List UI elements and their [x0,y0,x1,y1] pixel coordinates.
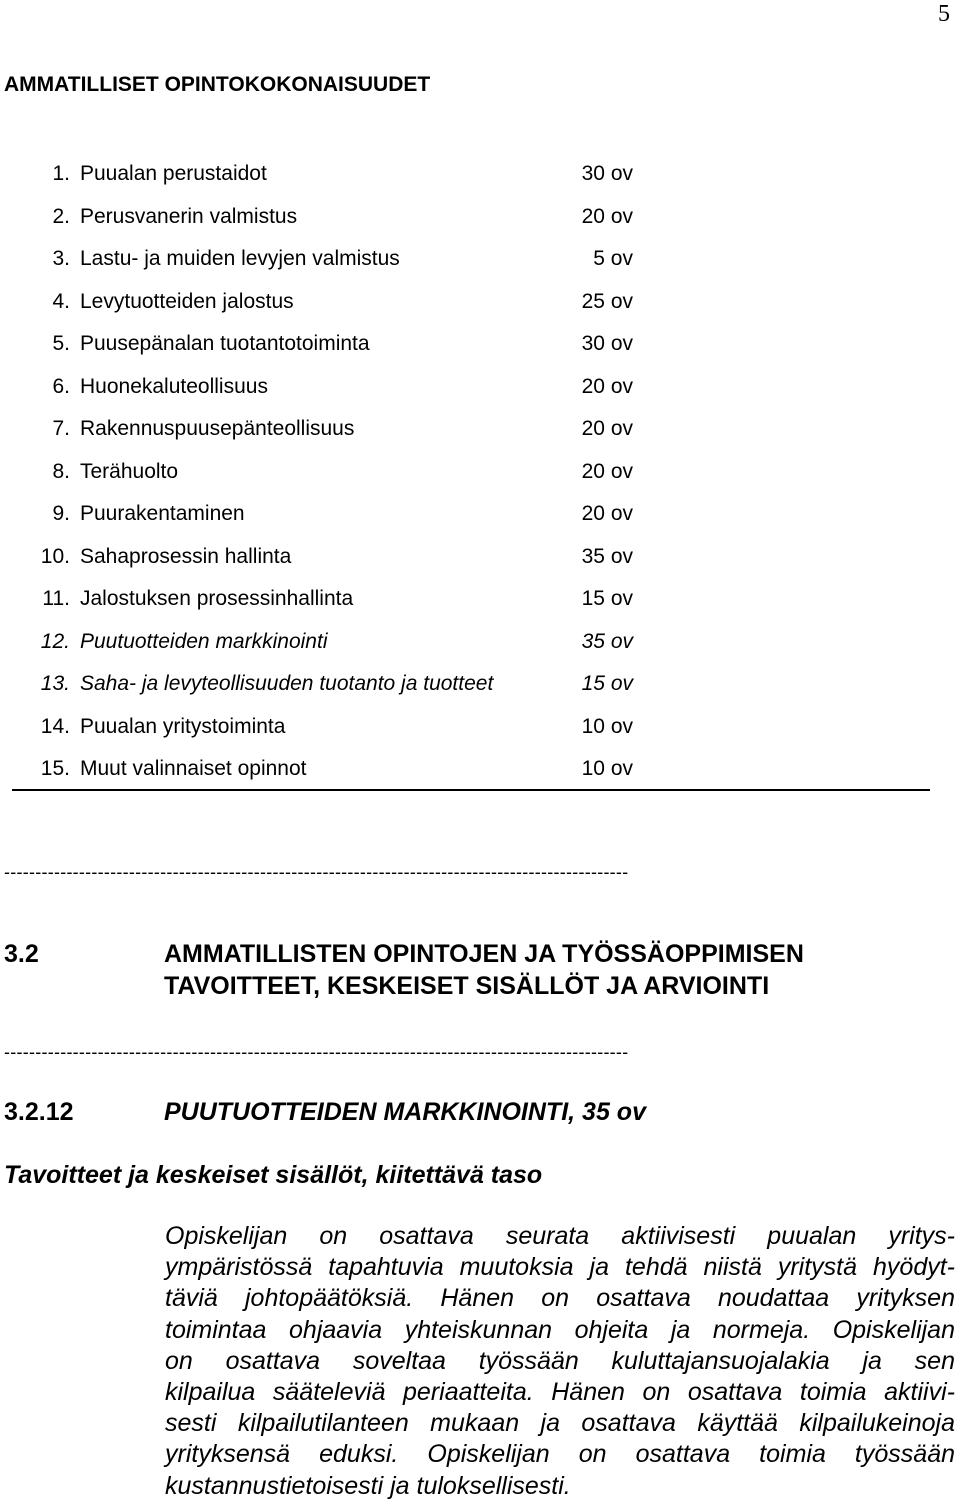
course-name: Puualan yritystoiminta [80,714,286,738]
course-row [12,196,930,239]
separator-line-2: ---------------------------------------------------------------------------------------------------- [4,1042,629,1062]
course-num: 5. [52,332,70,355]
course-num: 9. [52,502,70,525]
course-row [12,748,930,791]
course-credits: 25 ov [581,289,633,313]
course-credits: 20 ov [581,204,633,228]
course-row [12,366,930,409]
course-row [12,663,930,706]
course-row [12,706,930,749]
course-credits: 10 ov [581,757,633,780]
body-line: kustannustietoisesti ja tuloksellisesti. [165,1471,571,1500]
course-row [12,621,930,664]
subsection-title [164,938,924,1002]
course-name: Terähuolto [80,459,179,483]
course-name: Puutuotteiden markkinointi [80,629,328,653]
course-name: Levytuotteiden jalostus [80,289,294,313]
course-name: Sahaprosessin hallinta [80,544,292,568]
course-credits: 35 ov [581,544,633,568]
course-name: Rakennuspuusepänteollisuus [80,417,355,440]
course-credits: 20 ov [581,502,633,525]
body-line: ympäristössä tapahtuvia muutoksia ja tehdä niistä yritystä hyödyt- [165,1253,955,1282]
course-name: Huonekaluteollisuus [80,374,268,398]
table-bottom-line [12,789,930,791]
course-num: 6. [52,374,70,398]
subsection-title-line-2: TAVOITTEET, KESKEISET SISÄLLÖT JA ARVIOINTI [164,972,770,1000]
body-line: on osattava soveltaa työssään kuluttajansuojalakia ja sen [165,1346,955,1375]
goal-heading: Tavoitteet ja keskeiset sisällöt, kiitettävä taso [4,1161,543,1189]
course-row [12,493,930,536]
course-credits: 10 ov [581,714,633,738]
course-credits: 30 ov [581,332,633,355]
course-name: Saha- ja levyteollisuuden tuotanto ja tuotteet [80,672,494,695]
course-row [12,578,930,621]
course-name: Puualan perustaidot [80,162,267,185]
course-num: 7. [52,417,70,440]
course-num: 1. [52,162,70,185]
course-num: 2. [52,204,70,228]
body-line: täviä johtopäätöksiä. Hänen on osattava noudattaa yrityksen [165,1284,955,1313]
subsection-number: 3.2 [4,940,39,968]
body-line: toimintaa ohjaavia yhteiskunnan ohjeita ja normeja. Opiskelijan [165,1315,955,1344]
course-credits: 30 ov [581,162,633,185]
course-credits: 5 ov [593,247,633,270]
body-line: sesti kilpailutilanteen mukaan ja osattava käyttää kilpailukeinoja [165,1409,955,1438]
course-num: 14. [40,714,70,738]
course-row [12,408,930,451]
course-row [12,153,930,196]
course-name: Lastu- ja muiden levyjen valmistus [80,247,400,270]
course-num: 13. [40,672,70,695]
separator-line-1: ---------------------------------------------------------------------------------------------------- [4,862,629,882]
course-num: 4. [52,289,70,313]
subsection-title-line-1: AMMATILLISTEN OPINTOJEN JA TYÖSSÄOPPIMISEN [164,940,804,968]
body-line: Opiskelijan on osattava seurata aktiivisesti puualan yritys- [165,1222,955,1250]
course-row [12,281,930,324]
course-row [12,323,930,366]
body-line: kilpailua sääteleviä periaatteita. Hänen on osattava toimia aktiivi- [165,1378,955,1407]
course-num: 10. [40,544,70,568]
course-name: Puusepänalan tuotantotoiminta [80,332,370,355]
course-name: Jalostuksen prosessinhallinta [80,587,354,610]
course-credits: 35 ov [581,629,633,653]
course-credits: 15 ov [581,672,633,695]
course-num: 3. [52,247,70,270]
course-table [12,153,930,791]
course-credits: 20 ov [581,459,633,483]
course-num: 15. [40,757,70,780]
page-number: 5 [938,1,950,27]
course-num: 12. [40,629,70,653]
section-heading: AMMATILLISET OPINTOKOKONAISUUDET [4,73,431,96]
course-name: Puurakentaminen [80,502,245,525]
course-credits: 20 ov [581,374,633,398]
course-credits: 15 ov [581,587,633,610]
sub-subsection-number: 3.2.12 [4,1098,74,1126]
course-num: 8. [52,459,70,483]
course-num: 11. [42,587,70,610]
body-line: yrityksensä eduksi. Opiskelijan on osattava toimia työssään [165,1440,955,1469]
body-paragraph [165,1221,955,1502]
course-credits: 20 ov [581,417,633,440]
course-name: Perusvanerin valmistus [80,204,298,228]
course-row [12,536,930,579]
course-row [12,451,930,494]
sub-subsection-title: PUUTUOTTEIDEN MARKKINOINTI, 35 ov [164,1098,646,1126]
course-row [12,238,930,281]
course-name: Muut valinnaiset opinnot [80,757,307,780]
